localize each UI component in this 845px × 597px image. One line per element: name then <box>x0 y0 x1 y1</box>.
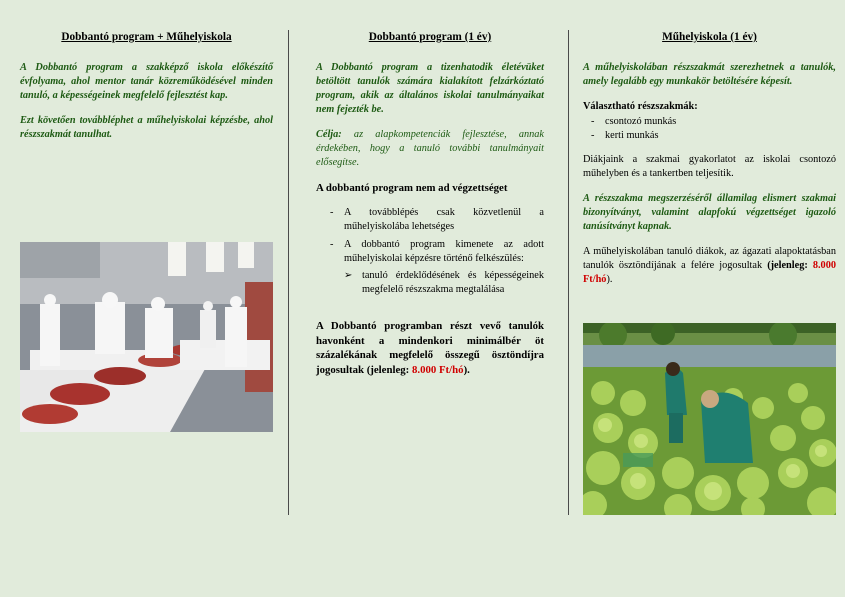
column-divider-2 <box>568 30 569 515</box>
sub-bullet-text: tanuló érdeklődésének és képességeinek megfelelő részszakma megtalálása <box>362 270 544 296</box>
scholarship-close: ). <box>463 364 470 377</box>
column2-scholarship <box>316 319 544 378</box>
column-dobbanto-program <box>316 30 544 389</box>
scholarship-text: A műhelyiskolában tanuló diákok, az ágazati alapoktatásban tanulók ösztöndíjának a felére jogosultak <box>583 246 836 272</box>
goal-label: Célja: <box>316 129 342 141</box>
column2-goal <box>316 128 544 170</box>
sub-list-item <box>344 269 544 297</box>
trade-garden-worker: kerti munkás <box>605 130 659 142</box>
lettuce-field-photo <box>583 323 836 515</box>
column3-certificate: A részszakma megszerzéséről államilag elismert szakmai bizonyítványt, valamint alapfokú végzettséget igazoló tanúsítványt kapnak. <box>583 193 836 233</box>
column3-scholarship <box>583 245 836 287</box>
scholarship-amount: 8.000 Ft/hó <box>583 260 836 286</box>
column-dobbanto-muhelyiskola <box>20 30 273 153</box>
column-divider-1 <box>288 30 289 515</box>
list-item <box>583 129 836 143</box>
trade-boning-worker: csontozó munkás <box>605 116 677 128</box>
list-item <box>316 206 544 234</box>
column3-intro: A műhelyiskolában részszakmát szerezhetnek a tanulók, amely legalább egy munkakör betöltésére képesít. <box>583 62 836 88</box>
goal-text: az alapkompetenciák fejlesztése, annak érdekében, hogy a tanuló további tanulmányait elősegítse. <box>316 129 544 169</box>
column1-paragraph-2: Ezt követően továbbléphet a műhelyiskolai képzésbe, ahol részszakmát tanulhat. <box>20 115 273 141</box>
bullet-1-text: A továbblépés csak közvetlenül a műhelyiskolába lehetséges <box>344 207 544 233</box>
column3-title: Műhelyiskola (1 év) <box>662 31 757 43</box>
column1-paragraph-1: A Dobbantó program a szakképző iskola előkészítő évfolyama, ahol mentor tanár közreműködésével minden tanuló, a képességeinek megfelelő fejlesztést kap. <box>20 62 273 102</box>
trades-heading: Választható részszakmák: <box>583 101 698 113</box>
column3-practice: Diákjaink a szakmai gyakorlatot az iskolai csontozó műhelyben és a tankertben teljesítik. <box>583 154 836 180</box>
column2-intro: A Dobbantó program a tizenhatodik életévüket betöltött tanulók számára kialakított felzárkóztató program, akik az általános iskolai tanulmányaikat nem fejezték be. <box>316 62 544 116</box>
list-item <box>583 115 836 129</box>
scholarship-bold: (jelenleg: <box>767 260 813 272</box>
scholarship-text: A Dobbantó programban részt vevő tanulók havonként a mindenkori minimálbér öt százalékának megfelelő összegű ösztöndíjra jogosultak (jelenleg: <box>316 320 544 377</box>
sub-bullet-list <box>344 269 544 297</box>
column2-bullet-list <box>316 206 544 297</box>
column1-title: Dobbantó program + Műhelyiskola <box>61 31 232 43</box>
trades-list <box>583 115 836 143</box>
bullet-2-text: - A dobbantó program kimenete az adott műhelyiskolai képzésre történő felkészülés: <box>344 239 544 265</box>
column2-subheading: A dobbantó program nem ad végzettséget <box>316 182 508 195</box>
column2-title: Dobbantó program (1 év) <box>368 31 492 43</box>
meat-processing-photo <box>20 242 273 432</box>
list-item <box>316 238 544 297</box>
column-muhelyiskola <box>583 30 836 298</box>
scholarship-close: ). <box>606 274 613 286</box>
scholarship-amount: 8.000 Ft/hó <box>411 364 464 377</box>
